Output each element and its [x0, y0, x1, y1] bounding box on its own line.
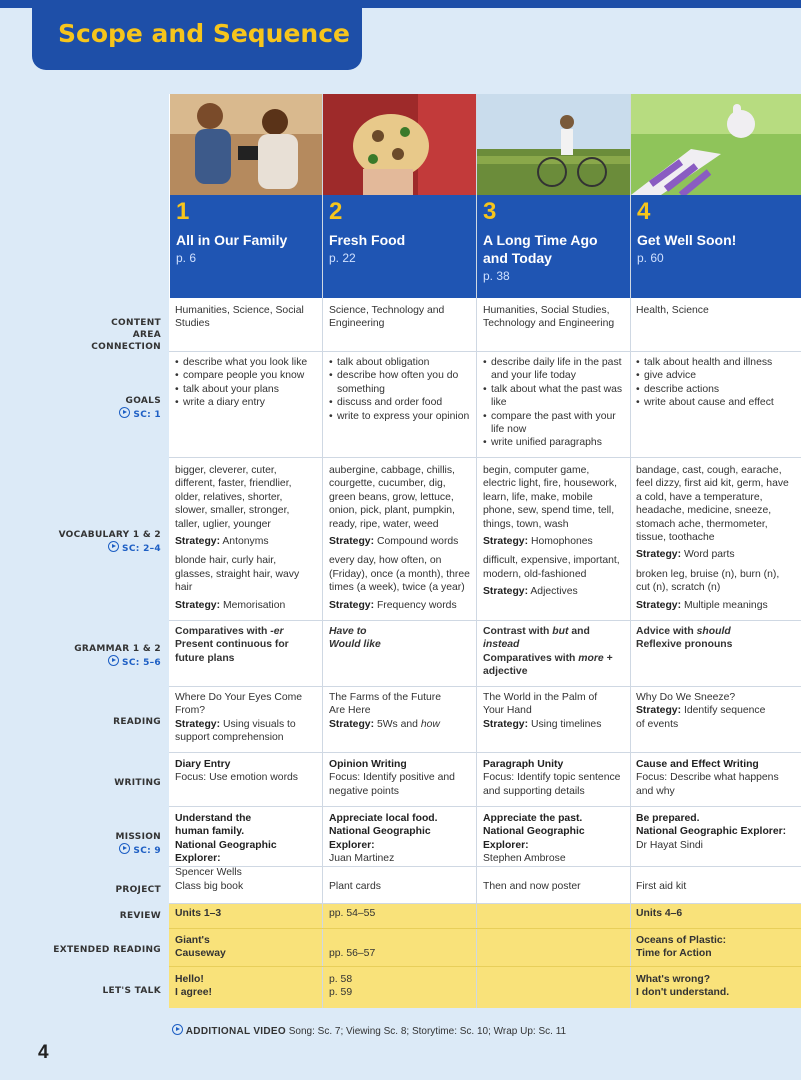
row-label-vocab — [59, 529, 161, 555]
writing-title: Paragraph Unity — [483, 759, 564, 770]
strategy-label: Strategy: — [329, 536, 375, 548]
explorer-label: National Geographic Explorer: — [483, 826, 585, 851]
writing-title: Cause and Effect Writing — [636, 759, 759, 770]
list-item: • describe daily life in the past and your life today — [483, 356, 625, 383]
writing-cell — [175, 758, 317, 785]
letstalk-item: p. 58 — [329, 974, 353, 985]
unit1-photo — [170, 94, 322, 195]
goals-cell — [329, 356, 471, 423]
vocab-words: broken leg, bruise (n), burn (n), cut (n), scratch (n) — [636, 568, 780, 594]
strategy-value: Using timelines — [530, 718, 602, 730]
unit-number: 3 — [483, 198, 497, 225]
review-cell[interactable]: pp. 54–55 — [329, 908, 376, 919]
reading-title: The World in the Palm of Your Hand — [483, 692, 598, 717]
play-icon — [108, 541, 119, 552]
writing-focus: Focus: Use emotion words — [175, 772, 299, 784]
unit-title: All in Our Family — [176, 232, 288, 248]
writing-focus: Focus: Identify topic sentence and supporting details — [483, 772, 621, 797]
sc-ref[interactable]: SC: 1 — [133, 410, 161, 420]
row-label-extended — [53, 944, 161, 956]
project-cell: First aid kit — [636, 881, 687, 892]
grammar-point: + adjective — [483, 652, 613, 678]
explorer-name: Juan Martinez — [329, 853, 395, 865]
row-label-text: GRAMMAR 1 & 2 — [74, 644, 161, 654]
mission-cell — [175, 812, 285, 879]
letstalk-item: I agree! — [175, 987, 212, 999]
row-label-text: READING — [113, 717, 161, 727]
list-item: • talk about your plans — [175, 383, 317, 396]
grammar-point: Advice with — [636, 626, 697, 637]
mission-cell — [483, 812, 628, 866]
list-item: • describe how often you do something — [329, 369, 471, 396]
unit-page: p. 6 — [176, 251, 197, 265]
unit-title: Fresh Food — [329, 232, 406, 248]
unit-title: Get Well Soon! — [637, 232, 737, 248]
strategy-value: Memorisation — [222, 599, 286, 611]
writing-cell — [636, 758, 786, 798]
grammar-cell — [483, 625, 628, 679]
strategy-value: Word parts — [683, 549, 735, 561]
grammar-point: Present continuous for future plans — [175, 639, 289, 664]
reading-cell — [483, 691, 613, 731]
review-cell[interactable]: Units 1–3 — [175, 908, 222, 919]
strategy-label: Strategy: — [636, 549, 682, 561]
unit-number: 2 — [329, 198, 343, 225]
strategy-label: Strategy: — [483, 586, 529, 598]
explorer-label: National Geographic Explorer: — [329, 826, 431, 851]
additional-video-label: ADDITIONAL VIDEO — [185, 1026, 286, 1037]
list-item: • give advice — [636, 369, 791, 382]
row-label-text: REVIEW — [119, 911, 161, 921]
row-label-review — [120, 910, 161, 922]
divider — [169, 351, 801, 352]
divider — [169, 903, 801, 904]
writing-title: Opinion Writing — [329, 759, 407, 770]
divider — [169, 806, 801, 807]
extended-cell[interactable]: Oceans of Plastic: Time for Action — [636, 935, 727, 960]
strategy-value: Adjectives — [530, 586, 578, 598]
row-label-project — [115, 884, 161, 896]
mission-text: Appreciate local food. — [329, 813, 438, 824]
strategy-value: Compound words — [376, 536, 459, 548]
strategy-label: Strategy: — [636, 599, 682, 611]
unit-page: p. 22 — [329, 251, 356, 265]
grammar-point: and — [568, 626, 590, 637]
divider — [169, 752, 801, 753]
divider — [169, 928, 801, 929]
content-cell: Science, Technology and Engineering — [329, 305, 445, 330]
unit-number: 1 — [176, 198, 190, 225]
row-label-mission — [116, 831, 162, 857]
strategy-value: Frequency words — [376, 599, 457, 611]
letstalk-item: What's wrong? — [636, 974, 711, 985]
reading-cell — [175, 691, 305, 745]
vocab-cell — [636, 464, 794, 612]
unit4-photo — [631, 94, 801, 195]
review-cell[interactable]: Units 4–6 — [636, 908, 683, 919]
strategy-value: how — [420, 718, 440, 730]
play-icon — [119, 843, 130, 854]
unit-page: p. 60 — [637, 251, 664, 265]
extended-cell[interactable]: pp. 56–57 — [329, 948, 376, 959]
vocab-words: bigger, cleverer, cuter, different, faster, friendlier, older, relatives, shorter, slower, smaller, stronger, taller, uglier, younger — [175, 465, 292, 530]
letstalk-cell[interactable] — [636, 973, 786, 1000]
divider — [169, 966, 801, 967]
title-tab — [32, 6, 362, 70]
list-item: • talk about obligation — [329, 356, 471, 369]
grammar-term: -er — [270, 626, 284, 637]
writing-focus: Focus: Describe what happens and why — [636, 772, 779, 797]
mission-text: Appreciate the past. — [483, 813, 583, 824]
unit-page: p. 38 — [483, 269, 510, 283]
row-label-text: LET'S TALK — [102, 986, 161, 996]
vocab-cell — [329, 464, 471, 612]
grammar-term: but — [552, 626, 569, 637]
row-label-text: VOCABULARY 1 & 2 — [58, 530, 161, 540]
row-label-goals — [119, 395, 161, 421]
strategy-label: Strategy: — [175, 536, 221, 548]
strategy-value: Identify sequence of events — [636, 705, 766, 730]
row-label-text: GOALS — [125, 396, 161, 406]
grammar-term: should — [696, 626, 731, 637]
strategy-label: Strategy: — [175, 718, 221, 730]
writing-cell — [329, 758, 469, 798]
vocab-cell — [175, 464, 317, 612]
list-item: • talk about what the past was like — [483, 383, 625, 410]
sc-ref[interactable]: SC: 5–6 — [122, 658, 161, 668]
writing-title: Diary Entry — [175, 759, 231, 770]
grammar-term: more — [578, 652, 604, 664]
letstalk-item: p. 59 — [329, 987, 353, 999]
writing-cell — [483, 758, 625, 798]
goals-cell — [636, 356, 791, 410]
explorer-name: Stephen Ambrose — [483, 853, 566, 865]
play-icon[interactable] — [172, 1024, 183, 1035]
grammar-cell — [329, 625, 471, 652]
reading-title: Why Do We Sneeze? — [636, 692, 736, 703]
vocab-words: difficult, expensive, important, modern, old-fashioned — [483, 555, 620, 580]
explorer-name: Dr Hayat Sindi — [636, 839, 703, 851]
row-label-text: CONTENT AREA CONNECTION — [91, 318, 161, 352]
list-item: • write about cause and effect — [636, 396, 791, 409]
row-label-reading — [113, 716, 161, 728]
row-label-text: PROJECT — [115, 885, 161, 895]
reading-title: The Farms of the Future Are Here — [329, 692, 442, 717]
unit3-header[interactable] — [477, 195, 630, 298]
additional-video-note — [172, 1024, 566, 1037]
reading-cell — [636, 691, 771, 731]
grammar-term: instead — [483, 639, 520, 651]
letstalk-item: Hello! — [175, 974, 204, 985]
grammar-point: Have to — [329, 626, 367, 637]
vocab-cell — [483, 464, 625, 599]
strategy-label: Strategy: — [483, 536, 529, 548]
list-item: • discuss and order food — [329, 396, 471, 409]
unit-title: A Long Time Ago and Today — [483, 232, 598, 266]
unit-number: 4 — [637, 198, 651, 225]
list-item: • describe actions — [636, 383, 791, 396]
extended-cell[interactable]: Giant's Causeway — [175, 935, 226, 960]
vocab-words: bandage, cast, cough, earache, feel dizzy, first aid kit, germ, have a cold, have a temperature, headache, medicine, sneeze, stomach ache, thermometer, tissue, toothache — [636, 465, 789, 544]
reading-title: Where Do Your Eyes Come From? — [175, 692, 303, 717]
list-item: • describe what you look like — [175, 356, 317, 369]
letstalk-cell[interactable] — [175, 973, 315, 1000]
project-cell: Class big book — [175, 881, 244, 892]
reading-cell — [329, 691, 459, 731]
mission-cell — [636, 812, 791, 852]
divider — [476, 94, 477, 1008]
page-title: Scope and Sequence — [58, 19, 351, 48]
unit1-header[interactable] — [170, 195, 322, 298]
sc-ref[interactable]: SC: 9 — [133, 846, 161, 856]
divider — [169, 620, 801, 621]
play-icon — [108, 655, 119, 666]
strategy-value: 5Ws and — [376, 718, 421, 730]
divider — [169, 686, 801, 687]
row-label-text: WRITING — [114, 778, 161, 788]
content-cell: Humanities, Social Studies, Technology and Engineering — [483, 305, 615, 330]
grammar-point: Comparatives with — [175, 626, 271, 637]
page-number: 4 — [38, 1042, 49, 1063]
sc-ref[interactable]: SC: 2–4 — [122, 544, 161, 554]
row-label-grammar — [74, 643, 161, 669]
vocab-words: aubergine, cabbage, chillis, courgette, cucumber, dig, green beans, grow, lettuce, onion, pick, plant, pumpkin, ready, ripe, water, weed — [329, 465, 455, 530]
content-cell: Health, Science — [636, 305, 709, 316]
mission-cell — [329, 812, 474, 866]
grammar-point: Contrast with — [483, 626, 553, 637]
explorer-label: National Geographic Explorer: — [175, 839, 277, 865]
list-item: • write to express your opinion — [329, 410, 471, 423]
content-cell: Humanities, Science, Social Studies — [175, 305, 304, 330]
vocab-words: every day, how often, on (Friday), once (a month), three times (a week), twice (a year) — [329, 555, 470, 594]
letstalk-item: I don't understand. — [636, 987, 730, 999]
explorer-label: National Geographic Explorer: — [636, 826, 787, 838]
list-item: • write unified paragraphs — [483, 436, 625, 449]
letstalk-cell[interactable] — [329, 973, 469, 1000]
row-label-content — [81, 317, 161, 353]
strategy-value: Antonyms — [222, 536, 269, 548]
row-label-text: MISSION — [115, 832, 161, 842]
strategy-label: Strategy: — [329, 599, 375, 611]
project-cell: Then and now poster — [483, 881, 581, 892]
divider — [630, 94, 631, 1008]
divider — [322, 94, 323, 1008]
grammar-point: Reflexive pronouns — [636, 639, 733, 651]
unit2-photo — [323, 94, 476, 195]
strategy-label: Strategy: — [483, 718, 529, 730]
grammar-point: Would like — [329, 639, 381, 651]
list-item: • compare the past with your life now — [483, 410, 625, 437]
explorer-name: Spencer Wells — [175, 866, 242, 878]
strategy-label: Strategy: — [175, 599, 221, 611]
unit3-photo — [477, 94, 630, 195]
strategy-value: Homophones — [530, 536, 593, 548]
strategy-label: Strategy: — [636, 705, 682, 717]
vocab-words: begin, computer game, electric light, fire, housework, learn, life, make, mobile phone, sew, spend time, tell, things, town, wash — [483, 465, 617, 530]
play-icon — [119, 407, 130, 418]
strategy-value: Using visuals to support comprehension — [175, 718, 296, 744]
grammar-cell — [175, 625, 317, 665]
unit2-header[interactable] — [323, 195, 476, 298]
list-item: • compare people you know — [175, 369, 317, 382]
divider — [169, 457, 801, 458]
strategy-label: Strategy: — [329, 718, 375, 730]
unit4-header[interactable] — [631, 195, 801, 298]
row-label-writing — [114, 777, 161, 789]
additional-video-text: Song: Sc. 7; Viewing Sc. 8; Storytime: Sc. 10; Wrap Up: Sc. 11 — [285, 1026, 567, 1037]
writing-focus: Focus: Identify positive and negative points — [329, 772, 455, 797]
project-cell: Plant cards — [329, 881, 381, 892]
mission-text: Be prepared. — [636, 813, 700, 824]
goals-cell — [175, 356, 317, 410]
row-label-letstalk — [102, 985, 161, 997]
grammar-point: Comparatives with — [483, 652, 579, 664]
strategy-value: Multiple meanings — [683, 599, 768, 611]
vocab-words: blonde hair, curly hair, glasses, straight hair, wavy hair — [175, 555, 300, 594]
row-label-text: EXTENDED READING — [53, 945, 161, 955]
list-item: • write a diary entry — [175, 396, 317, 409]
list-item: • talk about health and illness — [636, 356, 791, 369]
grammar-cell — [636, 625, 791, 652]
goals-cell — [483, 356, 625, 450]
mission-text: Understand the human family. — [175, 813, 252, 838]
